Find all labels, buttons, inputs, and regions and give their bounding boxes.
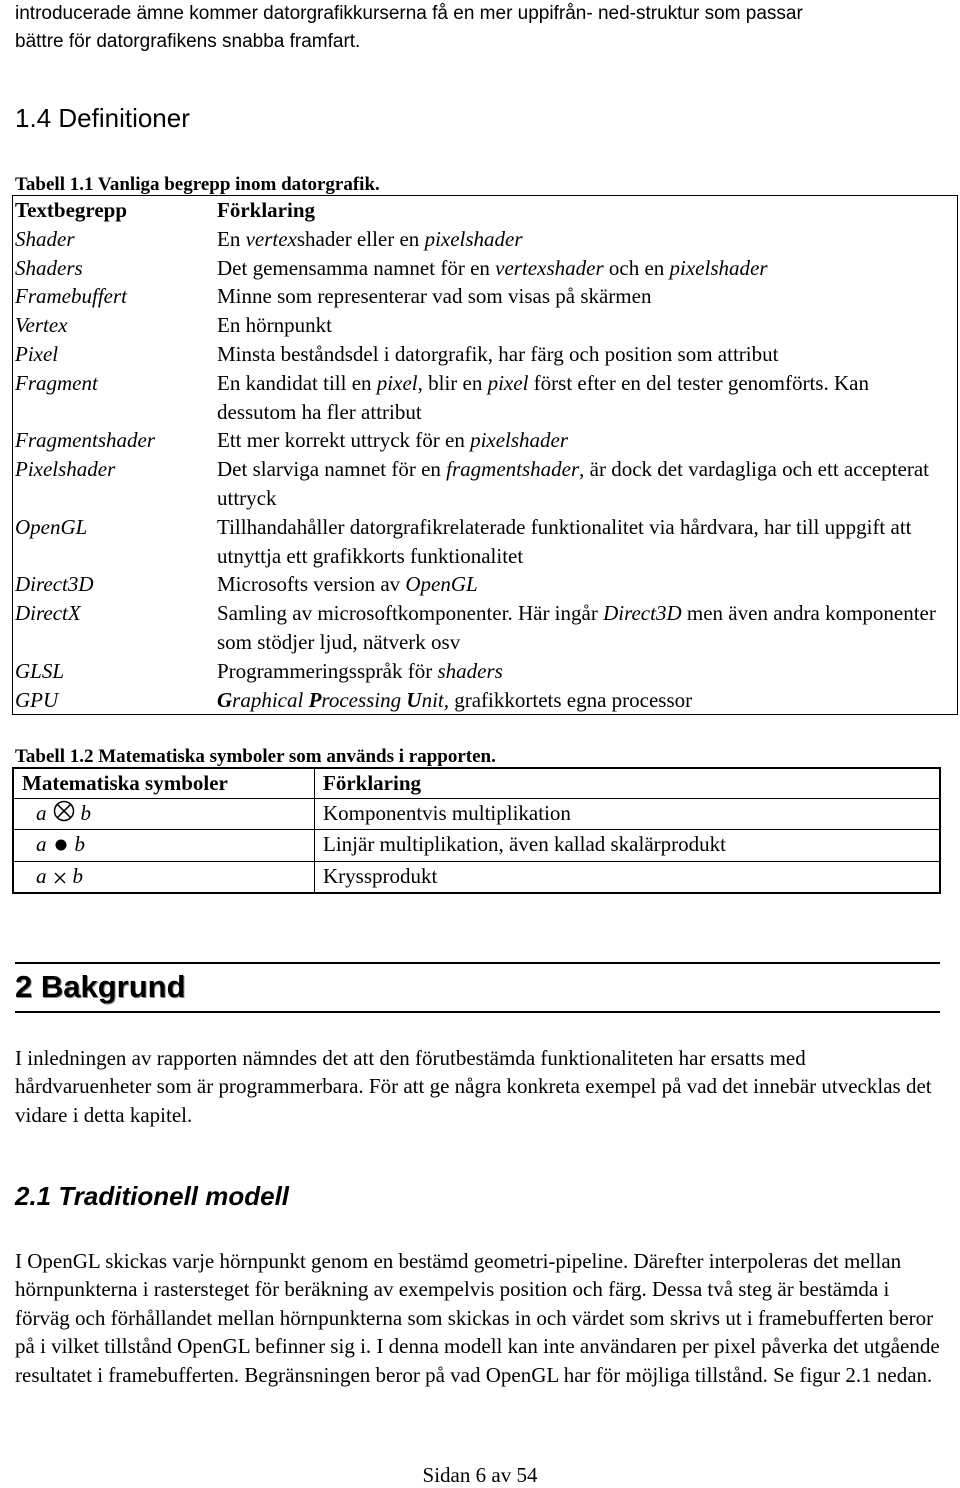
table-row (13, 861, 940, 893)
term-cell: Direct3D (15, 572, 94, 597)
term-cell: OpenGL (15, 514, 88, 539)
explanation-text: pixelshader (470, 428, 569, 453)
intro-text (15, 0, 945, 56)
explanation-text: Det gemensamma namnet för en (217, 255, 496, 280)
explanation-cell (215, 282, 958, 311)
table-row (13, 657, 958, 686)
explanation-cell (215, 455, 958, 513)
term-cell: GPU (15, 687, 59, 712)
symbol-cell (13, 830, 315, 861)
explanation-cell: Linjär multiplikation, även kallad skalärprodukt (315, 830, 941, 861)
term-cell: Vertex (15, 313, 68, 338)
explanation-text: , blir en (417, 370, 488, 395)
term-cell: DirectX (15, 601, 81, 626)
operand-b: b (80, 800, 91, 825)
intro-line-2: bättre för datorgrafikens snabba framfart. (15, 31, 361, 52)
term-cell: Framebuffert (15, 284, 127, 309)
explanation-text: Samling av microsoftkomponenter. Här ingår (217, 601, 604, 626)
explanation-text: Minsta beståndsdel i datorgrafik, har färg och position som attribut (217, 341, 779, 366)
explanation-cell (215, 225, 958, 254)
table-row (13, 798, 940, 830)
table-row (13, 340, 958, 369)
explanation-text: P (308, 687, 322, 712)
table-row (13, 254, 958, 283)
symbol-cell (13, 861, 315, 893)
section-divider (15, 962, 940, 964)
term-cell: Pixel (15, 341, 59, 366)
section-divider (15, 1011, 940, 1013)
table-row (13, 570, 958, 599)
explanation-text: rocessing (321, 687, 407, 712)
explanation-text: Det slarviga namnet för en (217, 457, 447, 482)
explanation-text: vertexshader (495, 255, 604, 280)
explanation-text: En (217, 226, 246, 251)
term-cell: Shader (15, 226, 75, 251)
explanation-text: Minne som representerar vad som visas på skärmen (217, 284, 652, 309)
explanation-text: pixel (376, 370, 418, 395)
explanation-text: Direct3D (603, 601, 682, 626)
table-row (13, 282, 958, 311)
section-heading-1-4: 1.4 Definitioner (15, 103, 190, 133)
explanation-text: raphical (232, 687, 309, 712)
table-row (13, 369, 958, 427)
page-footer: Sidan 6 av 54 (422, 1463, 538, 1487)
table2-caption: Tabell 1.2 Matematiska symboler som används i rapporten. (15, 746, 496, 767)
explanation-cell (215, 426, 958, 455)
explanation-text: Microsofts version av (217, 572, 406, 597)
explanation-text: OpenGL (405, 572, 478, 597)
explanation-text: Programmeringsspråk för (217, 658, 438, 683)
table1-caption: Tabell 1.1 Vanliga begrepp inom datorgrafik. (15, 174, 380, 195)
explanation-text: G (217, 687, 233, 712)
operand-b: b (74, 832, 85, 857)
section-heading-2-1: 2.1 Traditionell modell (15, 1181, 290, 1211)
explanation-cell (215, 311, 958, 340)
symbol-cell (13, 798, 315, 830)
column-header-explanation: Förklaring (315, 768, 941, 798)
term-cell: Fragment (15, 370, 98, 395)
term-cell: Shaders (15, 255, 83, 280)
explanation-text: pixelshader (424, 226, 523, 251)
explanation-cell: Kryssprodukt (315, 861, 941, 893)
term-cell: Pixelshader (15, 457, 116, 482)
explanation-text: En hörnpunkt (217, 313, 332, 338)
explanation-text: vertex (245, 226, 297, 251)
operand-a: a (36, 863, 47, 888)
explanation-cell (215, 254, 958, 283)
explanation-text: , är dock det vardagliga och ett accepterat uttryck (217, 457, 929, 510)
operand-a: a (36, 800, 47, 825)
explanation-cell (215, 599, 958, 657)
table-row (13, 426, 958, 455)
table-header-row (13, 196, 958, 225)
table-row (13, 225, 958, 254)
explanation-text: nit, (421, 687, 449, 712)
table-row (13, 830, 940, 861)
explanation-text: U (406, 687, 422, 712)
column-header-term: Textbegrepp (15, 198, 128, 222)
table-row (13, 513, 958, 571)
operand-a: a (36, 832, 47, 857)
explanation-cell (215, 686, 958, 715)
bullet-dot-icon (53, 832, 69, 861)
explanation-text: En kandidat till en (217, 370, 377, 395)
table-header-row (13, 768, 940, 798)
explanation-text: Ett mer korrekt uttryck för en (217, 428, 471, 453)
operand-b: b (72, 863, 83, 888)
column-header-explanation: Förklaring (217, 198, 315, 222)
explanation-cell (215, 340, 958, 369)
explanation-text: shader eller en (296, 226, 425, 251)
term-cell: Fragmentshader (15, 428, 155, 453)
definitions-table (12, 195, 958, 715)
explanation-text: Tillhandahåller datorgrafikrelaterade funktionalitet via hårdvara, har till uppgift att utnyttja ett grafikkorts funktionalitet (217, 514, 912, 568)
explanation-text: pixelshader (669, 255, 768, 280)
table-row (13, 599, 958, 657)
explanation-text: men även andra komponenter som stödjer ljud, nätverk osv (217, 601, 936, 654)
paragraph-bakgrund: I inledningen av rapporten nämndes det att den förutbestämda funktionaliteten har ersatts med hårdvaruenheter som är programmerbara. För att ge några konkreta exempel på vad det innebär utvecklas det vidare i detta kapitel. (15, 1046, 932, 1127)
table-row (13, 455, 958, 513)
explanation-cell (215, 513, 958, 571)
column-header-symbol: Matematiska symboler (13, 768, 315, 798)
explanation-cell (215, 369, 958, 427)
explanation-text: grafikkortets egna processor (448, 687, 693, 712)
term-cell: GLSL (15, 658, 65, 683)
explanation-text: och en (603, 255, 670, 280)
math-symbols-table (12, 767, 941, 894)
table-row (13, 311, 958, 340)
cross-times-icon (53, 864, 67, 893)
intro-line-1: introducerade ämne kommer datorgrafikkurserna få en mer uppifrån- ned-struktur som passar (15, 3, 803, 24)
explanation-text: först efter en del tester genomförts. Kan dessutom ha fler attribut (217, 370, 869, 424)
circled-times-icon (53, 800, 75, 830)
section-heading-2: 2 Bakgrund (15, 969, 186, 1004)
explanation-text: pixel (487, 370, 529, 395)
explanation-text: shaders (437, 658, 503, 683)
paragraph-traditionell-modell: I OpenGL skickas varje hörnpunkt genom en bestämd geometri-pipeline. Därefter interpoleras det mellan hörnpunkterna i rastersteget för beräkning av exempelvis position och färg. Dessa två steg är bestämda i förväg och förhållandet mellan hörnpunkterna som skickas in och värdet som skrivs ut i framebufferten beror på i vilket tillstånd OpenGL befinner sig i. I denna modell kan inte användaren per pixel påverka det utgående resultatet i framebufferten. Begränsningen beror på vad OpenGL har för möjliga tillstånd. Se figur 2.1 nedan. (15, 1249, 940, 1387)
explanation-cell: Komponentvis multiplikation (315, 798, 941, 830)
table-row (13, 686, 958, 715)
explanation-text: fragmentshader (446, 457, 580, 482)
explanation-cell (215, 570, 958, 599)
explanation-cell (215, 657, 958, 686)
